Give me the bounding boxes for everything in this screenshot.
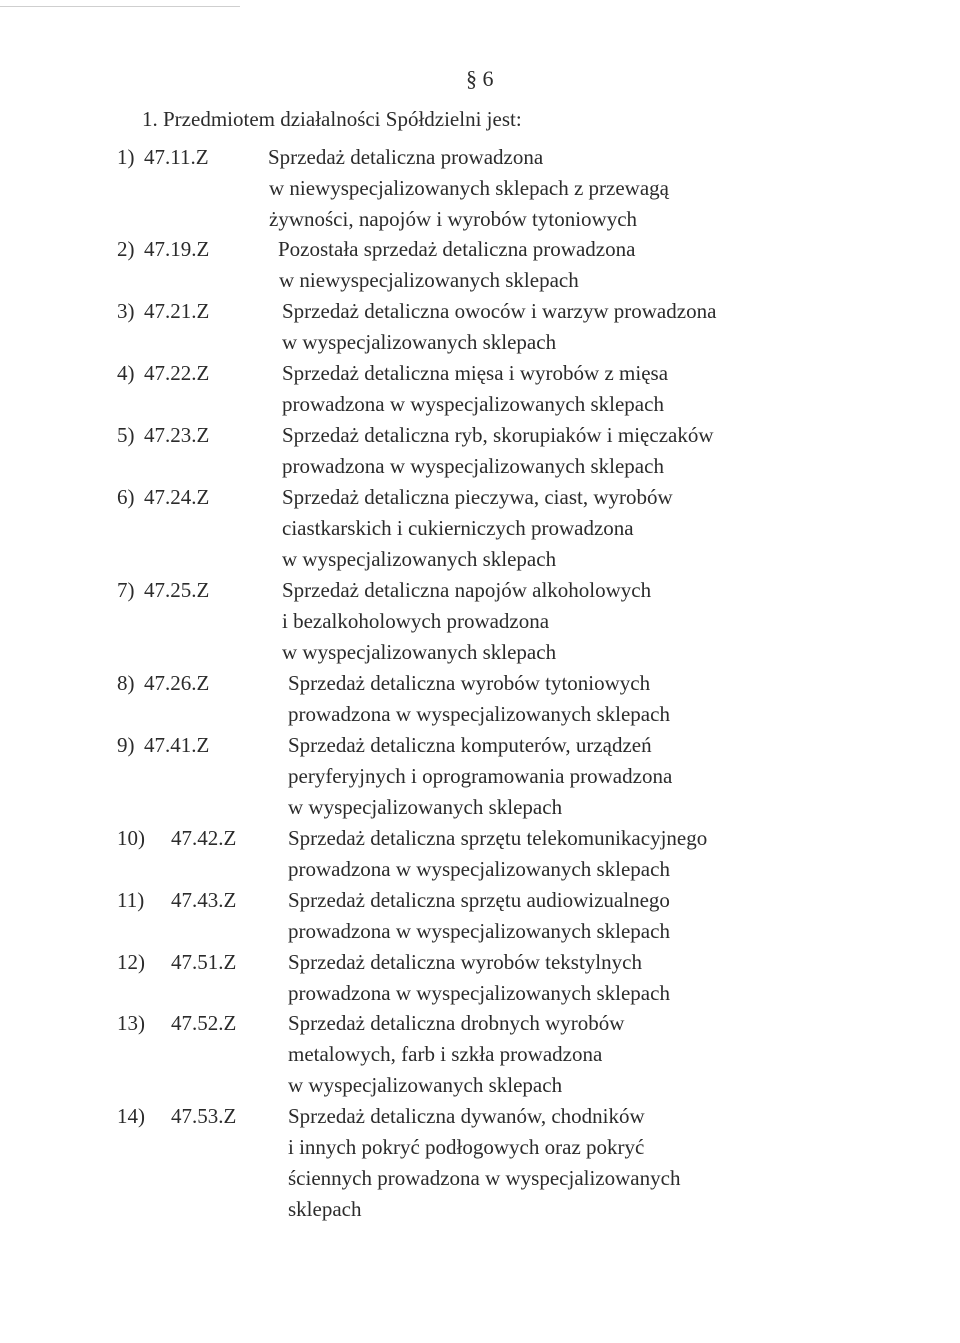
activity-description (268, 142, 669, 235)
item-number: 9) (117, 733, 135, 757)
description-line: Sprzedaż detaliczna napojów alkoholowych (282, 578, 652, 602)
pkd-code: 47.11.Z (144, 145, 209, 169)
item-number: 7) (117, 578, 135, 602)
activity-description (288, 947, 670, 1009)
activity-item (0, 358, 960, 420)
description-line: prowadzona w wyspecjalizowanych sklepach (282, 392, 664, 416)
pkd-code: 47.23.Z (144, 423, 210, 447)
item-number: 5) (117, 423, 135, 447)
activity-item (0, 947, 960, 1009)
description-line: Sprzedaż detaliczna wyrobów tytoniowych (288, 671, 651, 695)
activity-item (0, 668, 960, 730)
activity-item (0, 1008, 960, 1101)
description-line: żywności, napojów i wyrobów tytoniowych (269, 207, 638, 231)
description-line: w wyspecjalizowanych sklepach (282, 640, 557, 664)
description-line: w wyspecjalizowanych sklepach (288, 1073, 563, 1097)
activity-description (282, 358, 668, 420)
activity-item (0, 885, 960, 947)
item-number: 3) (117, 299, 135, 323)
intro-paragraph: 1. Przedmiotem działalności Spółdzielni jest: (142, 107, 522, 131)
description-line: peryferyjnych i oprogramowania prowadzona (288, 764, 673, 788)
description-line: Sprzedaż detaliczna wyrobów tekstylnych (288, 950, 642, 974)
activity-description (288, 1008, 624, 1101)
description-line: w wyspecjalizowanych sklepach (288, 795, 563, 819)
activity-description (288, 1101, 680, 1225)
item-number: 14) (117, 1104, 145, 1128)
pkd-code: 47.52.Z (171, 1011, 237, 1035)
description-line: ciastkarskich i cukierniczych prowadzona (282, 516, 634, 540)
item-number: 1) (117, 145, 135, 169)
pkd-code: 47.25.Z (144, 578, 210, 602)
activity-description (288, 885, 670, 947)
activity-description (282, 296, 716, 358)
pkd-code: 47.22.Z (144, 361, 210, 385)
pkd-code: 47.21.Z (144, 299, 210, 323)
description-line: prowadzona w wyspecjalizowanych sklepach (288, 702, 670, 726)
activity-description (278, 234, 635, 296)
item-number: 2) (117, 237, 135, 261)
activity-item (0, 296, 960, 358)
pkd-code: 47.19.Z (144, 237, 210, 261)
description-line: Sprzedaż detaliczna owoców i warzyw prowadzona (282, 299, 717, 323)
item-number: 4) (117, 361, 135, 385)
description-line: prowadzona w wyspecjalizowanych sklepach (288, 919, 670, 943)
description-line: w niewyspecjalizowanych sklepach (279, 268, 579, 292)
description-line: i innych pokryć podłogowych oraz pokryć (288, 1135, 645, 1159)
pkd-code: 47.51.Z (171, 950, 237, 974)
description-line: w wyspecjalizowanych sklepach (282, 547, 557, 571)
description-line: Sprzedaż detaliczna dywanów, chodników (288, 1104, 645, 1128)
section-heading: § 6 (466, 66, 494, 91)
pkd-code: 47.42.Z (171, 826, 237, 850)
description-line: Sprzedaż detaliczna mięsa i wyrobów z mięsa (282, 361, 669, 385)
activity-item (0, 142, 960, 235)
activity-description (282, 420, 714, 482)
activity-item (0, 482, 960, 575)
activity-description (282, 482, 673, 575)
description-line: ściennych prowadzona w wyspecjalizowanych (288, 1166, 681, 1190)
activity-item (0, 730, 960, 823)
pkd-code: 47.41.Z (144, 733, 210, 757)
activity-description (288, 823, 707, 885)
activity-description (288, 730, 672, 823)
description-line: Sprzedaż detaliczna drobnych wyrobów (288, 1011, 625, 1035)
item-number: 8) (117, 671, 135, 695)
item-number: 13) (117, 1011, 145, 1035)
pkd-code: 47.53.Z (171, 1104, 237, 1128)
description-line: Sprzedaż detaliczna prowadzona (268, 145, 544, 169)
item-number: 11) (117, 888, 145, 912)
item-number: 12) (117, 950, 145, 974)
activity-item (0, 1101, 960, 1225)
description-line: Sprzedaż detaliczna sprzętu telekomunikacyjnego (288, 826, 708, 850)
description-line: w niewyspecjalizowanych sklepach z przewagą (269, 176, 669, 200)
activity-item (0, 823, 960, 885)
description-line: w wyspecjalizowanych sklepach (282, 330, 557, 354)
description-line: prowadzona w wyspecjalizowanych sklepach (282, 454, 664, 478)
description-line: Sprzedaż detaliczna sprzętu audiowizualnego (288, 888, 670, 912)
item-number: 10) (117, 826, 145, 850)
description-line: Pozostała sprzedaż detaliczna prowadzona (278, 237, 636, 261)
activity-item (0, 420, 960, 482)
description-line: Sprzedaż detaliczna pieczywa, ciast, wyrobów (282, 485, 673, 509)
description-line: sklepach (288, 1197, 362, 1221)
pkd-code: 47.43.Z (171, 888, 237, 912)
activity-description (288, 668, 670, 730)
description-line: i bezalkoholowych prowadzona (282, 609, 550, 633)
description-line: prowadzona w wyspecjalizowanych sklepach (288, 981, 670, 1005)
pkd-code: 47.24.Z (144, 485, 210, 509)
activity-item (0, 575, 960, 668)
activity-item (0, 234, 960, 296)
description-line: Sprzedaż detaliczna komputerów, urządzeń (288, 733, 652, 757)
activity-description (282, 575, 651, 668)
description-line: metalowych, farb i szkła prowadzona (288, 1042, 603, 1066)
pkd-code: 47.26.Z (144, 671, 210, 695)
item-number: 6) (117, 485, 135, 509)
description-line: Sprzedaż detaliczna ryb, skorupiaków i mięczaków (282, 423, 714, 447)
description-line: prowadzona w wyspecjalizowanych sklepach (288, 857, 670, 881)
